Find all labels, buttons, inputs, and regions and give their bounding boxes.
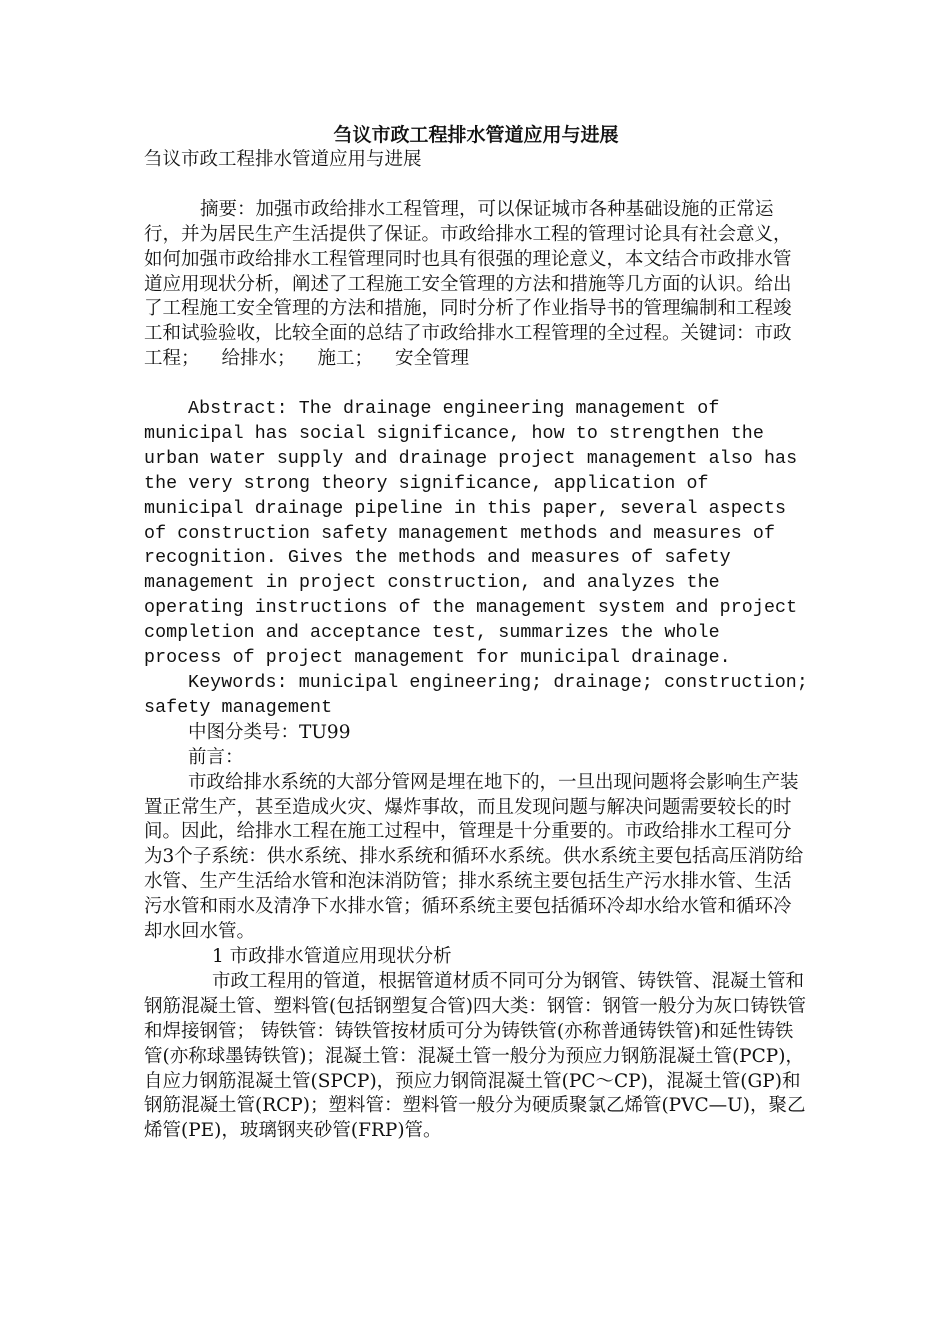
- blank-line: [144, 173, 808, 198]
- document-subtitle: 刍议市政工程排水管道应用与进展: [144, 149, 422, 170]
- abstract-chinese: [144, 198, 808, 372]
- blank-line: [144, 372, 808, 397]
- keyword-3: 安全管理: [395, 348, 470, 370]
- abstract-english: Abstract: The drainage engineering management of municipal has social significance, how to strengthen the urban water supply and drainage project management also has the very strong theory significance, application of municipal drainage pipeline in this paper, several aspects of construction safety management methods and measures of recognition. Gives the methods and measures of safety management in project construction, and analyzes the operating instructions of the management system and project completion and acceptance test, summarizes the whole process of project management for municipal drainage.: [144, 399, 798, 669]
- keyword-2: 施工；: [317, 348, 374, 370]
- document-body: [144, 123, 808, 1144]
- section-1-heading: 1 市政排水管道应用现状分析: [212, 945, 452, 967]
- abstract-chinese-text: 摘要：加强市政给排水工程管理，可以保证城市各种基础设施的正常运行，并为居民生产生活提供了保证。市政给排水工程的管理讨论具有社会意义，如何加强市政给排水工程管理同时也具有很强的理论意义，本文结合市政排水管道应用现状分析，阐述了工程施工安全管理的方法和措施等几方面的认识。给出了工程施工安全管理的方法和措施，同时分析了作业指导书的管理编制和工程竣工和试验验收，比较全面的总结了市政给排水工程管理的全过程。关键词：市政工程；: [144, 198, 792, 370]
- keyword-1: 给排水；: [221, 348, 296, 370]
- document-title: 刍议市政工程排水管道应用与进展: [333, 124, 619, 146]
- keywords-english: Keywords: municipal engineering; drainage; construction; safety management: [144, 673, 808, 718]
- section-1-paragraph: 市政工程用的管道，根据管道材质不同可分为钢管、铸铁管、混凝土管和钢筋混凝土管、塑料管(包括钢塑复合管)四大类：钢管：钢管一般分为灰口铸铁管和焊接钢管； 铸铁管：铸铁管按材质可分为铸铁管(亦称普通铸铁管)和延性铸铁管(亦称球墨铸铁管)；混凝土管：混凝土管一般分为预应力钢筋混凝土管(PCP)，自应力钢筋混凝土管(SPCP)，预应力钢筒混凝土管(PC～CP)，混凝土管(GP)和钢筋混凝土管(RCP)；塑料管：塑料管一般分为硬质聚氯乙烯管(PVC—U)，聚乙烯管(PE)，玻璃钢夹砂管(FRP)管。: [144, 970, 806, 1142]
- classification-number: 中图分类号：TU99: [188, 721, 351, 743]
- foreword-paragraph: 市政给排水系统的大部分管网是埋在地下的，一旦出现问题将会影响生产装置正常生产，甚至造成火灾、爆炸事故，而且发现问题与解决问题需要较长的时间。因此，给排水工程在施工过程中，管理是十分重要的。市政给排水工程可分为3个子系统：供水系统、排水系统和循环水系统。供水系统主要包括高压消防给水管、生产生活给水管和泡沫消防管；排水系统主要包括生产污水排水管、生活污水管和雨水及清净下水排水管；循环系统主要包括循环冷却水给水管和循环冷却水回水管。: [144, 771, 804, 943]
- foreword-label: 前言：: [188, 746, 244, 768]
